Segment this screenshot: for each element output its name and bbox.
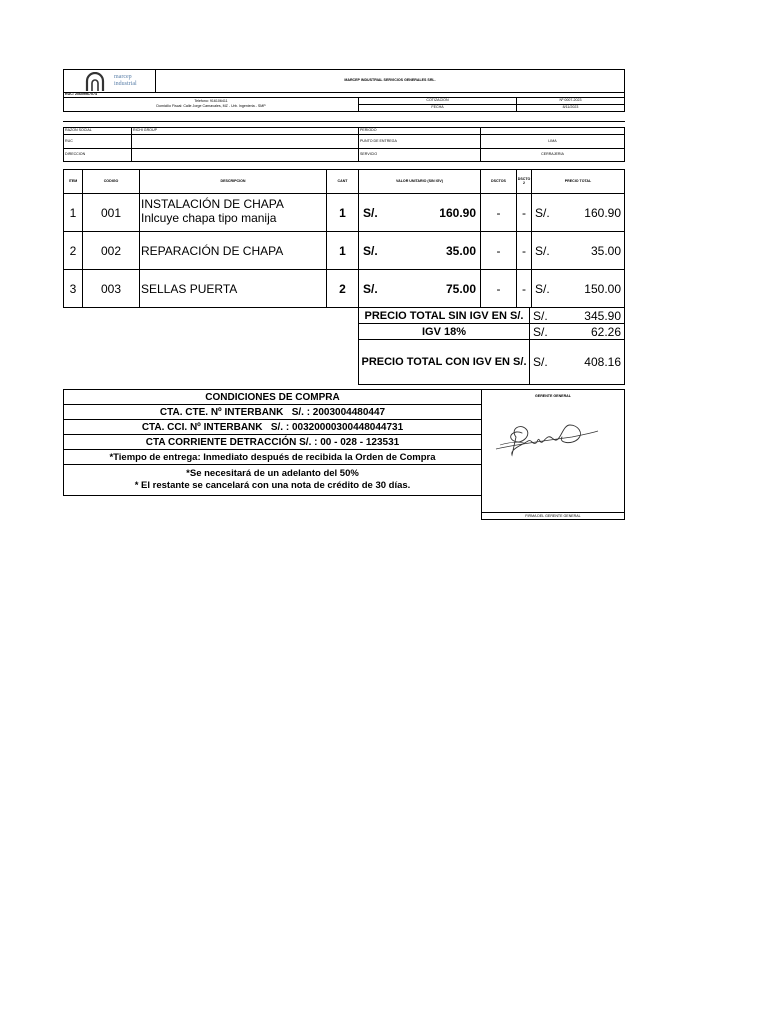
punto-entrega-label: PUNTO DE ENTREGA xyxy=(358,134,481,149)
row3-item: 3 xyxy=(63,269,83,308)
logo-text-line2: industrial xyxy=(114,81,137,87)
row3-valor xyxy=(358,269,481,308)
igv-label: IGV 18% xyxy=(358,323,530,340)
row1-dsctos: - xyxy=(480,193,517,232)
handwritten-signature xyxy=(492,415,602,465)
punto-entrega-value: LIMA xyxy=(480,134,625,149)
cta-cci: CTA. CCI. Nº INTERBANK S/. : 00320000300448044731 xyxy=(63,419,482,435)
direccion-value xyxy=(131,148,359,162)
row3-descripcion: SELLAS PUERTA xyxy=(139,269,327,308)
signature-block xyxy=(481,389,625,520)
fecha-label: FECHA xyxy=(358,104,517,112)
row3-precio xyxy=(531,269,625,308)
row2-precio-amount: 35.00 xyxy=(590,243,621,258)
company-name: MARCEP INDUSTRIAL SERVICIOS GENERALES SRL. xyxy=(155,69,625,93)
header-divider xyxy=(63,121,625,122)
row2-dscto2: - xyxy=(516,231,532,270)
periodo-label: PERIODO xyxy=(358,127,481,135)
total-sin-igv-amount: 345.90 xyxy=(584,308,621,323)
payment-terms xyxy=(63,464,482,496)
row1-desc-line2: Inlcuye chapa tipo manija xyxy=(141,211,277,225)
row2-descripcion: REPARACIÓN DE CHAPA xyxy=(139,231,327,270)
row2-codigo: 002 xyxy=(82,231,140,270)
row3-dsctos: - xyxy=(480,269,517,308)
total-con-igv-value xyxy=(529,339,625,385)
row3-codigo: 003 xyxy=(82,269,140,308)
igv-value xyxy=(529,323,625,340)
razon-social-value: RICHI GROUP xyxy=(131,127,359,135)
row2-valor-currency: S/. xyxy=(363,243,378,258)
row1-item: 1 xyxy=(63,193,83,232)
ruc-label: RUC xyxy=(63,134,132,149)
col-header-item: ITEM xyxy=(63,169,83,194)
igv-amount: 62.26 xyxy=(590,324,621,339)
row2-cant: 1 xyxy=(326,231,359,270)
total-con-igv-currency: S/. xyxy=(533,355,548,369)
col-header-dsctos: DSCTOS xyxy=(480,169,517,194)
logo-text-line1: marcep xyxy=(114,74,132,80)
col-header-dscto2-line2: 2 xyxy=(523,180,525,185)
total-sin-igv-currency: S/. xyxy=(533,308,548,323)
total-sin-igv-value xyxy=(529,307,625,324)
col-header-codigo: CODIGO xyxy=(82,169,140,194)
row1-precio-amount: 160.90 xyxy=(584,205,621,220)
signature-title: GERENTE GENERAL xyxy=(535,394,571,398)
row1-valor xyxy=(358,193,481,232)
company-ruc: RUC: 20609967074 xyxy=(63,92,625,98)
cta-detraccion: CTA CORRIENTE DETRACCIÓN S/. : 00 - 028 - 123531 xyxy=(63,434,482,450)
cotizacion-value: Nº 0007-2023 xyxy=(516,97,625,105)
row1-codigo: 001 xyxy=(82,193,140,232)
row1-precio xyxy=(531,193,625,232)
totals-block xyxy=(358,307,625,385)
cta-cte: CTA. CTE. Nº INTERBANK S/. : 2003004480447 xyxy=(63,404,482,420)
col-header-descripcion: DESCRIPCION xyxy=(139,169,327,194)
col-header-cant: CANT xyxy=(326,169,359,194)
row1-dscto2: - xyxy=(516,193,532,232)
header-logo-box xyxy=(63,69,156,93)
row1-desc-line1: INSTALACIÓN DE CHAPA xyxy=(141,197,284,211)
col-header-precio: PRECIO TOTAL xyxy=(531,169,625,194)
row3-valor-amount: 75.00 xyxy=(445,281,476,296)
col-header-dscto2-line1: DSCTO xyxy=(517,176,531,181)
company-address: Domicilio Fiscal: Calle Jorge Carnavales, MZ - Urb. Ingenieria - SMP xyxy=(156,104,266,108)
row1-precio-currency: S/. xyxy=(535,205,550,220)
row2-precio-currency: S/. xyxy=(535,243,550,258)
razon-social-label: RAZON SOCIAL xyxy=(63,127,132,135)
cotizacion-label: COTIZACION xyxy=(358,97,517,105)
row2-precio xyxy=(531,231,625,270)
servicio-value: CERRAJERIA xyxy=(480,148,625,162)
address-box xyxy=(63,97,359,112)
col-header-valor: VALOR UNITARIO (SIN IGV) xyxy=(358,169,481,194)
conditions-title: CONDICIONES DE COMPRA xyxy=(63,389,482,405)
restante: * El restante se cancelará con una nota de crédito de 30 días. xyxy=(134,480,411,491)
row2-item: 2 xyxy=(63,231,83,270)
adelanto: *Se necesitará de un adelanto del 50% xyxy=(186,468,359,479)
total-con-igv-amount: 408.16 xyxy=(584,355,621,369)
row1-descripcion xyxy=(139,193,327,232)
fecha-value: 8/11/2023 xyxy=(516,104,625,112)
row1-cant: 1 xyxy=(326,193,359,232)
ruc-value xyxy=(131,134,359,149)
row3-precio-amount: 150.00 xyxy=(584,281,621,296)
row3-cant: 2 xyxy=(326,269,359,308)
row1-valor-currency: S/. xyxy=(363,205,378,220)
total-con-igv-label: PRECIO TOTAL CON IGV EN S/. xyxy=(358,339,530,385)
row2-dsctos: - xyxy=(480,231,517,270)
total-sin-igv-label: PRECIO TOTAL SIN IGV EN S/. xyxy=(358,307,530,324)
row2-valor xyxy=(358,231,481,270)
servicio-label: SERVICIO xyxy=(358,148,481,162)
row1-valor-amount: 160.90 xyxy=(439,205,476,220)
direccion-label: DIRECCION xyxy=(63,148,132,162)
igv-currency: S/. xyxy=(533,324,548,339)
conditions-block xyxy=(63,389,482,496)
row3-dscto2: - xyxy=(516,269,532,308)
col-header-dscto2 xyxy=(516,169,532,194)
tiempo-entrega: *Tiempo de entrega: Inmediato después de recibida la Orden de Compra xyxy=(63,449,482,465)
client-info xyxy=(63,127,625,162)
row3-precio-currency: S/. xyxy=(535,281,550,296)
signature-footer: FIRMA DEL GERENTE GENERAL xyxy=(481,512,625,520)
items-table xyxy=(63,169,625,308)
company-logo-icon xyxy=(84,72,106,92)
row3-valor-currency: S/. xyxy=(363,281,378,296)
company-phone: Telefono: 916106411 xyxy=(194,99,228,103)
row2-valor-amount: 35.00 xyxy=(445,243,476,258)
